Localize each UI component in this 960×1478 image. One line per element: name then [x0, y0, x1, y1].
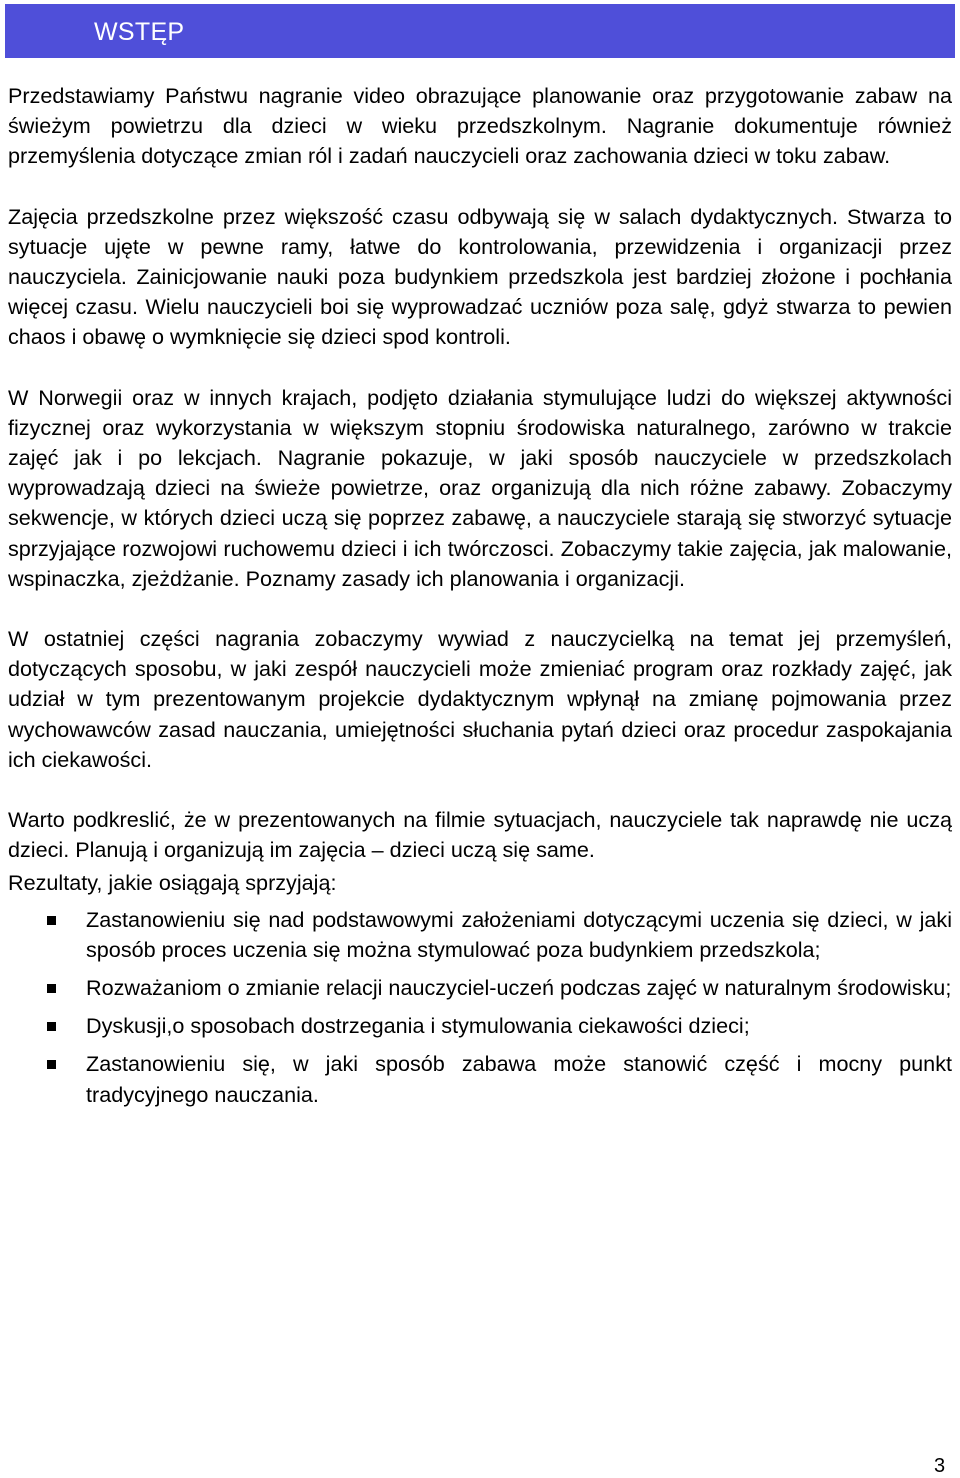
paragraph-classrooms: Zajęcia przedszkolne przez większość czasu odbywają się w salach dydaktycznych. Stwarza to sytuacje ujęte w pewne ramy, łatwe do kontrolowania, przewidzenia i organizacji przez nauczyciela. Zainicjowanie nauki poza budynkiem przedszkola jest bardziej złożone i pochłania więcej czasu. Wielu nauczycieli boi się wyprowadzać uczniów poza salę, gdyż stwarza to pewien chaos i obawę o wymknięcie się dzieci spod kontroli.: [8, 203, 952, 350]
section-header-bar: [5, 4, 955, 58]
square-bullet-icon: [47, 1060, 56, 1069]
square-bullet-icon: [47, 984, 56, 993]
paragraph-results-intro: Rezultaty, jakie osiągają sprzyjają:: [8, 870, 337, 896]
list-item-text: Zastanowieniu się, w jaki sposób zabawa może stanowić część i mocny punkt tradycyjnego nauczania.: [86, 1051, 952, 1107]
square-bullet-icon: [47, 916, 56, 925]
paragraph-interview: W ostatniej części nagrania zobaczymy wywiad z nauczycielką na temat jej przemyśleń, dotyczących sposobu, w jaki zespół nauczycieli może zmieniać program oraz rozkłady zajęć, jak udział w tym prezentowanym projekcie dydaktycznym wpłynął na zmianę pojmowania przez wychowawców zasad nauczania, umiejętności słuchania pytań dzieci oraz procedur zaspokajania ich ciekawości.: [8, 626, 952, 772]
paragraph-intro: Przedstawiamy Państwu nagranie video obrazujące planowanie oraz przygotowanie zabaw na świeżym powietrzu dla dzieci w wieku przedszkolnym. Nagranie dokumentuje również przemyślenia dotyczące zmian ról i zadań nauczycieli oraz zachowania dzieci w toku zabaw.: [8, 83, 952, 169]
paragraph-emphasis: Warto podkreslić, że w prezentowanych na filmie sytuacjach, nauczyciele tak naprawdę nie uczą dzieci. Planują i organizują im zajęcia – dzieci uczą się same.: [8, 807, 952, 863]
list-item: [8, 973, 952, 1003]
square-bullet-icon: [47, 1022, 56, 1031]
results-list: [8, 905, 952, 1110]
section-title: WSTĘP: [94, 18, 185, 46]
list-item: [8, 1049, 952, 1109]
page-number: 3: [934, 1455, 946, 1477]
list-item-text: Dyskusji,o sposobach dostrzegania i stymulowania ciekawości dzieci;: [86, 1013, 750, 1039]
list-item-text: Zastanowieniu się nad podstawowymi założeniami dotyczącymi uczenia się dzieci, w jaki sposób proces uczenia się można stymulować poza budynkiem przedszkola;: [86, 906, 952, 962]
paragraph-norway: W Norwegii oraz w innych krajach, podjęto działania stymulujące ludzi do większej aktywności fizycznej oraz wykorzystania w większym stopniu środowiska naturalnego, zarówno w trakcie zajęć jak i po lekcjach. Nagranie pokazuje, w jaki sposób nauczyciele w przedszkolach wyprowadzają dzieci na świeże powietrze, oraz organizują dla nich różne zabawy. Zobaczymy sekwencje, w których dzieci uczą się poprzez zabawę, a nauczyciele starają się stworzyć sytuacje sprzyjające rozwojowi ruchowemu dzieci i ich twórczosci. Zobaczymy takie zajęcia, jak malowanie, wspinaczka, zjeżdżanie. Poznamy zasady ich planowania i organizacji.: [8, 384, 952, 591]
list-item: [8, 1011, 952, 1041]
list-item: [8, 905, 952, 965]
document-body: [8, 81, 952, 1118]
list-item-text: Rozważaniom o zmianie relacji nauczyciel-uczeń podczas zajęć w naturalnym środowisku;: [86, 975, 952, 1001]
